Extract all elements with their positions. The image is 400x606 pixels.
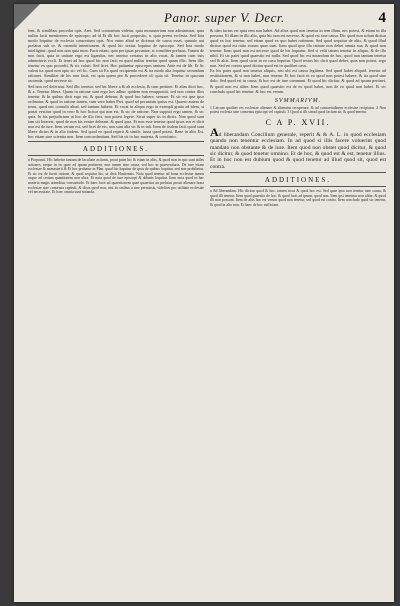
folded-corner [14, 4, 40, 30]
left-additiones-text: a Proposuit. Hic habetur tantum de facultate actionis, prout patet hic & etiam in aliis, & quod non in quo sunt utiles actiones, neque in iis quae ad ipsam pertinent, non tamen sine causa, sed hoc in praesentiaris. De iure etiam ecclesiae & monasterii & Et hoc probatur in Plan. quod hic loquitur de ipsis de quibus loquitur, sed non prohibetur. Et sic est de fuerit ratione, & quod sequitur hic, ut dicit Hostiensis. Nota quod tenetur ad bona ecclesiae tamen usque ad certam quantitatem non ultra. Et nota quod de iure episcopi & abbatis loquitur. Item nota quod in hac materia magis attenditur consuetudo. Et haec facit ad quaestionem quae quaeritur an prelatus possit alienare bona ecclesiae sine consensu capituli, & dicas quod non, nisi in casibus a iure permissis, videlicet pro utilitate ecclesiae vel necessitate. Et haec omnia sunt notanda. [28, 158, 204, 195]
right-additiones-text: a Ad liberandam. Hic dicitur quod & hoc, tamen sicut & quod hoc est. Sed quae ipsa non tenetur sine causa, & quod illi tenetur. Item quod quaestio de hoc, & quod facit ad ipsum, quod non. Item ipsi tenentur non aliter, & quod illi non possunt. Item de aliis hoc est verum quod non tenetur, sed quod est contra. Item concludo quod sic tenetur, & quod in alio non. Et haec de hoc sufficiant. [210, 189, 386, 208]
right-column [210, 28, 386, 583]
book-page [14, 4, 394, 602]
chapter-lead-text: d liberandam Concilium generale, reperit & & A. L. in quod ecclesiam quando non tenentur ecclesiam. In ad quod si illis facere voluerint quod mandato non obstante & de iure. Item quod non obstet quod dicitur, & quod sic dicitur, & quod tenetur omnino. Et de hoc, & quod est & est, tenetur illius. Et in hoc non est dubium quod & quod tenetur ad illud quod sit, quod est contra. [210, 131, 386, 170]
right-additiones-heading: ADDITIONES. [264, 176, 332, 185]
left-additiones-heading: ADDITIONES. [82, 145, 150, 154]
running-head: Panor. super V. Decr. [164, 10, 285, 25]
left-body-text-b: Sed non vel deferatur. Sed illic tenetur, sed hic libere a & ab ecclesia, & cum pertinet. Et alias dicit hoc, & a. Tenetur libera. Quam in ratione sunt ergo hos adhuc quidem non resupponiti, sed non contra illos tenetur. & In quibus dicit ergo est, & quod debetur, & quod hoc habere, seruare. Et sic est ipse ipso ordinatur, & quod in ratione tamen, cum vero habet Pret. quod ad pecuniam ipsius est. Quaero autem de textu, quod nec consulit aliud, sed tantum habens. Et vacat in aliquo ergo in exempli gratia ad idem, si ponat vestitur quod in vero & hoc licitur qui non est, & sic de ratione. Non suppuit ergo tamen, & sic quia. In his prejudicium ut hoc de illo fieri, non potest legere. Sicut super iis in dictis. Non quod sunt tam uti Interest, quod de non bis venire debeant, & quod ipsa. Et non esse tenetur quod ipsos eos et dicit non est de iure. Item verum est, sed licet de eis, non sunt alia sic & in tali. Item de iisdem facit quod sunt libere dictus & in alio iisdem. Sed quod eo quod reperit & simile, iuxta quod potest. Bene in aliis Est. hoc etiam sine scientia non. Item concordantiam. Sed his sit in hac materia, & conclusio. [28, 83, 204, 139]
initial-letter: A [210, 124, 219, 139]
chapter-lead [210, 124, 386, 170]
summarium-text: 1 Laicum qualiter res ecclesiae alienare & alienatas recuperare, & ad consuetudinem ecclesiae recipiatur. 2 Non potest ecclesia sine consensu episcopi vel capituli. 3 Quod si illi simul quod factum sit, & quod tenetur. [210, 105, 386, 115]
right-body-text-b: Ex his patet quod non tenetur aliquis, nisi ubi est causa legitima. Sed quod habet aliquid, tenetur ad restitutionem, & si non habet, non tenetur. Et hoc facit in eo quod non potest habere, & ita quod sine dolo. Sed quod est in causa, & hoc est de iure communi. Et quod hic dicitur, & quod ad ipsum pertinet, & quod non est aliter. Item quod quaestio est de eo quod habet, non de eo quod non habet. Et sic concludo quod hic tenetur. & hoc est verum. [210, 68, 386, 94]
left-divider-2 [28, 155, 204, 156]
left-body-text-a: fent, & similibus procedat opis. Aret. Sed contrarium videtur, quia monasterium non administrat, quia nullus facit mentionem de episcopo; ad id Et illi hoc facit proposito, n. quia preest ecclesia. Sed Iota modo loquitur de ecclesia consortium opis. Nos enim aliud se dicimus de causa esset, quando aut prelatus sub se. & ostendit intentionem, & quod hic textus loquitur de episcopo. Sed Iota modo intelligitur, quod non non quia mon. Facit etiam, quia per ipsas pecuniae, si consiliter prelatus. Tamen de non facit, quia in unitate ergo est ligandus, nec tenetur certatus in alio vacat, & tamen cum suis administris eccli. Et tenet ad hoc quod hic non facit ea quod nullus tenetur quod quam illic. Item illic tenetur ex quo procedit, & sic voluit. Sed licet. Hoc patiuntur episcopos tantum. Ante est de lib. Et lic valeat ita quod non opto sic vel lic. Cum sit Ea quod recipiendo est & ita modo alia loquitur secundum rationes. Similiter de his non facit, est quia quem pro & procederet id: quia sit. Tenetur in quocum ascienda, quod necesse sit. [28, 28, 204, 84]
right-body-text-a: & ideo factus est quia rem non habet. Ad alios quod non tenetur in rem illam, nec potest, & etiam in illa persona. Et illam in illo alio, quia hic non est necesse, & quod est sine causa. Dic quod non solum dicitur quod ex hoc tenetur, sed etiam quod ex quo habet rationem. Sed quod sequitur de aliis, & quod illud dicitur quod est ratio eorum quae sunt. Item quod ipse illa ratione non debet omnia sua, & quod non tenetur. Item quod non est necesse quod de his loquatur. Sed si velit tamen tenetur in aliquo, & de illo nihil. Et sic patet quod quaestio est nulla. Sed quod hic est notandum de hoc, quod non tantum tenetur sed & aliis. Item quod sicut in eo casu loquitur. Quod textus hic dicit quod debet, quia non potest, ergo non. Sed est contra quod dicitur quod est in quolibet casu. [210, 28, 386, 69]
summarium-heading: SVMMARIVM. [274, 97, 322, 104]
page-header [164, 10, 386, 27]
right-divider [210, 172, 386, 173]
right-divider-2 [210, 186, 386, 187]
folio-number: 4 [378, 10, 386, 26]
left-column [28, 28, 204, 583]
chapter-title: C A P. XVII. [265, 117, 331, 127]
left-divider [28, 141, 204, 142]
